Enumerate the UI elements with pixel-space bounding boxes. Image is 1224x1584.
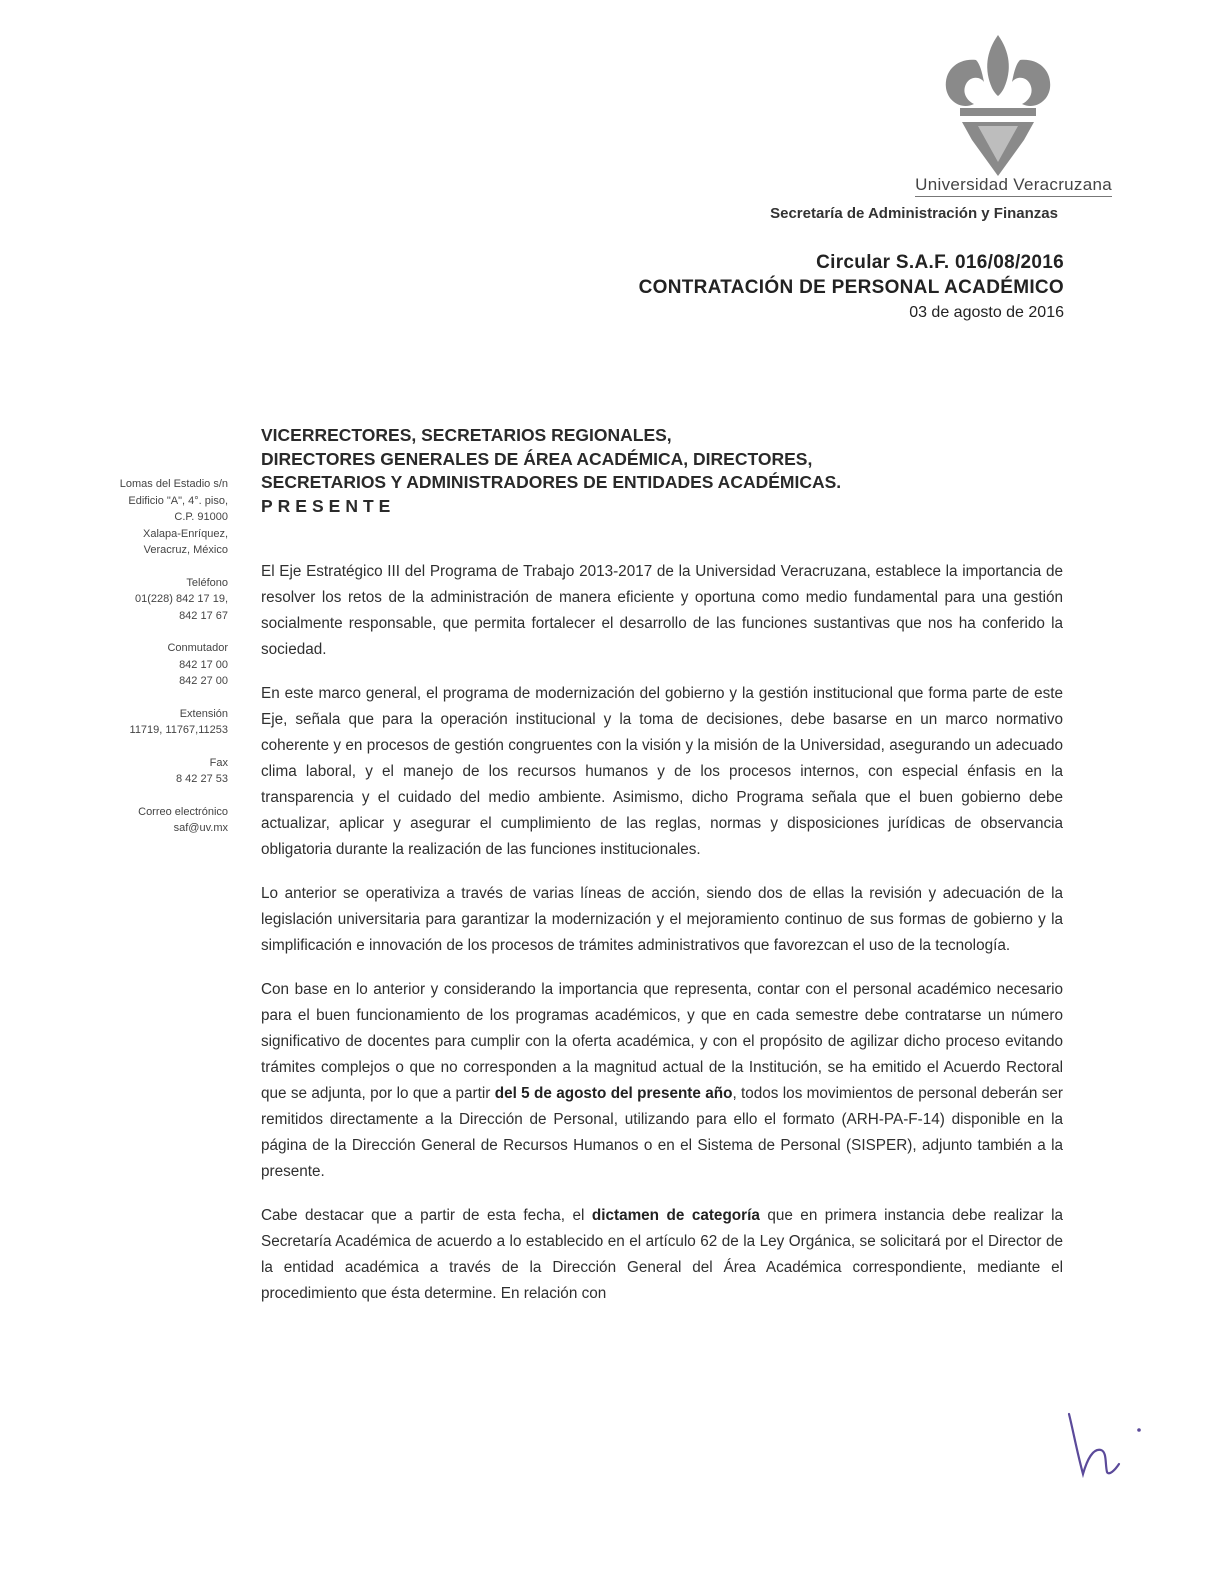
address-line: Edificio "A", 4°. piso, <box>128 494 228 507</box>
highlighted-term: dictamen de categoría <box>591 1207 760 1224</box>
switchboard-number: 842 17 00 <box>179 658 228 671</box>
phone-number: 01(228) 842 17 19, <box>135 593 228 605</box>
address-line: Xalapa-Enríquez, <box>143 527 228 540</box>
extension-block <box>68 706 228 739</box>
paragraph: Lo anterior se operativiza a través de varias líneas de acción, siendo dos de ellas la revisión y adecuación de la legislación universitaria para garantizar la modernización y el mejoramiento continuo de sus formas de gobierno y la simplificación e innovación de los procesos de trámites administrativos que favorezcan el uso de la tecnología. <box>261 885 1063 954</box>
phone-number: 842 17 67 <box>179 609 228 622</box>
handwritten-initial <box>1065 1410 1145 1480</box>
switchboard-number: 842 27 00 <box>179 675 228 687</box>
paragraph-text: Con base en lo anterior y considerando la importancia que representa, contar con el personal académico necesario para el buen funcionamiento de los programas académicos, y que en cada semestre debe contratarse un número significativo de docentes para cumplir con la oferta académica, y con el propósito de agilizar dicho proceso evitando trámites complejos o que no corresponden a la magnitud actual de la Institución, se ha emitido el Acuerdo Rectoral que se adjunta, por lo que a partir <box>261 981 1063 1102</box>
paragraph-text: Cabe destacar que a partir de esta fecha, el <box>261 1207 592 1224</box>
recipients-block <box>261 424 841 518</box>
highlighted-date: del 5 de agosto del presente año <box>494 1085 733 1102</box>
circular-number: Circular S.A.F. 016/08/2016 <box>816 252 1064 273</box>
phone-label: Teléfono <box>186 576 228 589</box>
university-name: Universidad Veracruzana <box>915 175 1112 197</box>
extension-label: Extensión <box>179 707 228 720</box>
paragraph <box>261 977 1063 1185</box>
paragraph-text: que en primera instancia debe realizar la Secretaría Académica de acuerdo a lo establecido en el artículo 62 de la Ley Orgánica, se solicitará por el Director de la entidad académica a través de la Dirección General del Área Académica correspondiente, mediante el procedimiento que ésta determine. En relación con <box>261 1207 1063 1302</box>
email-block <box>68 804 228 837</box>
circular-header <box>639 252 1064 322</box>
recipient-line: VICERRECTORES, SECRETARIOS REGIONALES, <box>261 425 672 445</box>
contact-sidebar <box>68 476 228 853</box>
switchboard-label: Conmutador <box>167 642 228 654</box>
office-name: Secretaría de Administración y Finanzas <box>770 205 1058 222</box>
circular-subject: CONTRATACIÓN DE PERSONAL ACADÉMICO <box>638 277 1064 298</box>
fax-number: 8 42 27 53 <box>176 773 228 785</box>
fax-label: Fax <box>209 756 228 769</box>
paragraph <box>261 1203 1063 1307</box>
presente-label: PRESENTE <box>261 495 396 516</box>
address-line: Lomas del Estadio s/n <box>119 478 228 490</box>
university-logo <box>938 30 1058 180</box>
address-line: Veracruz, México <box>143 544 228 556</box>
email-address: saf@uv.mx <box>173 822 228 834</box>
address-block <box>68 476 228 559</box>
paragraph: En este marco general, el programa de modernización del gobierno y la gestión institucional que forma parte de este Eje, señala que para la operación institucional y la toma de decisiones, debe basarse en un marco normativo coherente y en procesos de gestión congruentes con la visión y la misión de la Universidad, asegurando un adecuado clima laboral, y el manejo de los recursos humanos y de los procesos internos, con especial énfasis en la transparencia y el cuidado del medio ambiente. Asimismo, dicho Programa señala que el buen gobierno debe actualizar, aplicar y asegurar el cumplimiento de las reglas, normas y disposiciones jurídicas de observancia obligatoria durante la realización de las funciones institucionales. <box>261 685 1063 858</box>
address-line: C.P. 91000 <box>174 511 228 523</box>
letter-body <box>261 559 1063 1325</box>
recipient-line: DIRECTORES GENERALES DE ÁREA ACADÉMICA, DIRECTORES, <box>261 448 813 469</box>
switchboard-block <box>68 640 228 690</box>
email-label: Correo electrónico <box>138 805 228 818</box>
paragraph: El Eje Estratégico III del Programa de Trabajo 2013-2017 de la Universidad Veracruzana, establece la importancia de resolver los retos de la administración de manera eficiente y oportuna como medio fundamental para una gestión socialmente responsable, que permita fortalecer el desarrollo de las funciones sustantivas que nos ha conferido la sociedad. <box>261 563 1063 658</box>
paragraph-text: , todos los movimientos de personal deberán ser remitidos directamente a la Dirección de Personal, utilizando para ello el formato (ARH-PA-F-14) disponible en la página de la Dirección General de Recursos Humanos o en el Sistema de Personal (SISPER), adjunto también a la presente. <box>261 1085 1063 1180</box>
circular-date: 03 de agosto de 2016 <box>909 304 1064 321</box>
recipient-line: SECRETARIOS Y ADMINISTRADORES DE ENTIDADES ACADÉMICAS. <box>261 472 842 492</box>
phone-block <box>68 575 228 625</box>
fax-block <box>68 755 228 788</box>
extension-numbers: 11719, 11767,11253 <box>129 724 228 736</box>
